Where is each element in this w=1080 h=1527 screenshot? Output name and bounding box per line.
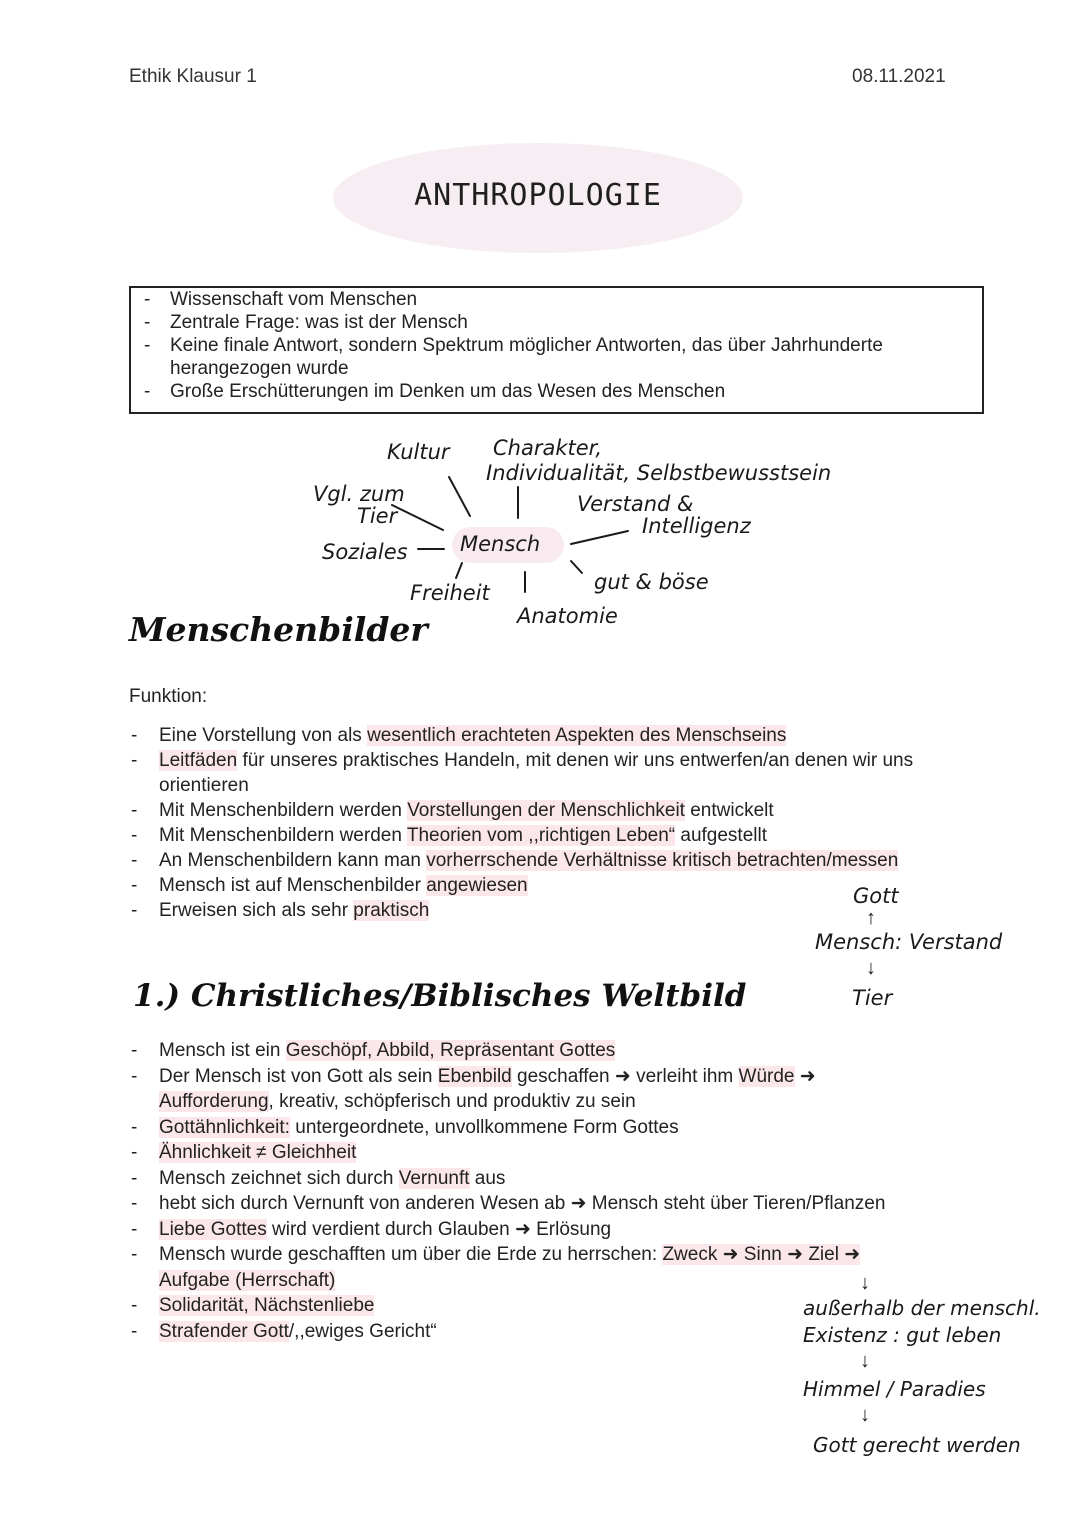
document-date: 08.11.2021: [852, 66, 946, 87]
list-item: - Strafender Gott/,,ewiges Gericht“: [129, 1319, 909, 1345]
section-heading-christlich: 1.) Christliches/Biblisches Weltbild: [133, 978, 747, 1014]
function-label: Funktion:: [129, 686, 208, 707]
list-item: - Solidarität, Nächstenliebe: [129, 1293, 909, 1319]
list-item: - Mensch zeichnet sich durch Vernunft aus: [129, 1166, 909, 1192]
side-note-line: Gott gerecht werden: [813, 1433, 1021, 1457]
mindmap-freiheit: Freiheit: [410, 581, 490, 605]
list-item: - An Menschenbildern kann man vorherrschende Verhältnisse kritisch betrachten/messen: [129, 848, 959, 873]
intro-item: - Große Erschütterungen im Denken um das Wesen des Menschen: [142, 380, 972, 403]
side-note-line: außerhalb der menschl.: [803, 1296, 1041, 1320]
mindmap-line: [571, 561, 582, 573]
list-item: - Mensch ist ein Geschöpf, Abbild, Repräsentant Gottes: [129, 1038, 909, 1064]
side-note-line: Existenz : gut leben: [803, 1323, 1002, 1347]
mindmap-individualitaet: Individualität, Selbstbewusstsein: [486, 461, 832, 485]
mindmap-center: Mensch: [460, 532, 541, 556]
mindmap-verstand: Verstand &: [577, 492, 694, 516]
mindmap-soziales: Soziales: [322, 540, 408, 564]
intro-item: - Wissenschaft vom Menschen: [142, 288, 972, 311]
list-item: - Ähnlichkeit ≠ Gleichheit: [129, 1140, 909, 1166]
hierarchy-mensch: Mensch: Verstand: [815, 930, 1003, 954]
hierarchy-gott: Gott: [853, 884, 899, 908]
mindmap-anatomie: Anatomie: [517, 604, 618, 628]
section-heading-menschenbilder: Menschenbilder: [129, 610, 428, 649]
intro-item: - Zentrale Frage: was ist der Mensch: [142, 311, 972, 334]
list-item: - Liebe Gottes wird verdient durch Glauben ➜ Erlösung: [129, 1217, 909, 1243]
list-item: - Gottähnlichkeit: untergeordnete, unvollkommene Form Gottes: [129, 1115, 909, 1141]
arrow-down-icon: ↓: [860, 1350, 870, 1372]
mindmap-gut-boese: gut & böse: [594, 570, 709, 594]
mindmap-line: [456, 563, 462, 578]
page-title: ANTHROPOLOGIE: [414, 178, 662, 213]
mindmap-lines: [0, 0, 1080, 700]
list-item: - hebt sich durch Vernunft von anderen Wesen ab ➜ Mensch steht über Tieren/Pflanzen: [129, 1191, 979, 1217]
side-note-line: Himmel / Paradies: [803, 1377, 986, 1401]
list-item: - Mensch wurde geschafften um über die Erde zu herrschen: Zweck ➜ Sinn ➜ Ziel ➜ Aufgabe (Herrschaft): [129, 1242, 909, 1293]
arrow-down-icon: ↓: [866, 957, 876, 979]
list-item: - Eine Vorstellung von als wesentlich erachteten Aspekten des Menschseins: [129, 723, 959, 748]
christlich-list: [129, 1038, 909, 1344]
document-title: Ethik Klausur 1: [129, 66, 257, 87]
mindmap-line: [449, 477, 470, 516]
arrow-down-icon: ↓: [860, 1404, 870, 1426]
mindmap-vgl-tier: Tier: [357, 504, 398, 528]
mindmap-intelligenz: Intelligenz: [642, 514, 751, 538]
list-item: - Erweisen sich als sehr praktisch: [129, 898, 959, 923]
list-item: - Leitfäden für unseres praktisches Handeln, mit denen wir uns entwerfen/an denen wir uns orientieren: [129, 748, 959, 798]
list-item: - Der Mensch ist von Gott als sein Ebenbild geschaffen ➜ verleiht ihm Würde ➜ Aufforderung, kreativ, schöpferisch und produktiv zu sein: [129, 1064, 909, 1115]
list-item: - Mit Menschenbildern werden Theorien vom ,,richtigen Leben“ aufgestellt: [129, 823, 959, 848]
mindmap-kultur: Kultur: [387, 440, 450, 464]
menschenbilder-list: [129, 723, 959, 923]
arrow-down-icon: ↓: [860, 1272, 870, 1294]
mindmap-vgl-tier: Vgl. zum: [313, 482, 405, 506]
list-item: - Mit Menschenbildern werden Vorstellungen der Menschlichkeit entwickelt: [129, 798, 959, 823]
mindmap-charakter: Charakter,: [493, 436, 603, 460]
arrow-up-icon: ↑: [866, 907, 876, 929]
hierarchy-tier: Tier: [852, 986, 893, 1010]
intro-item: - Keine finale Antwort, sondern Spektrum möglicher Antworten, das über Jahrhunderte herangezogen wurde: [142, 334, 972, 380]
list-item: - Mensch ist auf Menschenbilder angewiesen: [129, 873, 959, 898]
mindmap-line: [392, 505, 443, 530]
mindmap-line: [571, 531, 628, 544]
